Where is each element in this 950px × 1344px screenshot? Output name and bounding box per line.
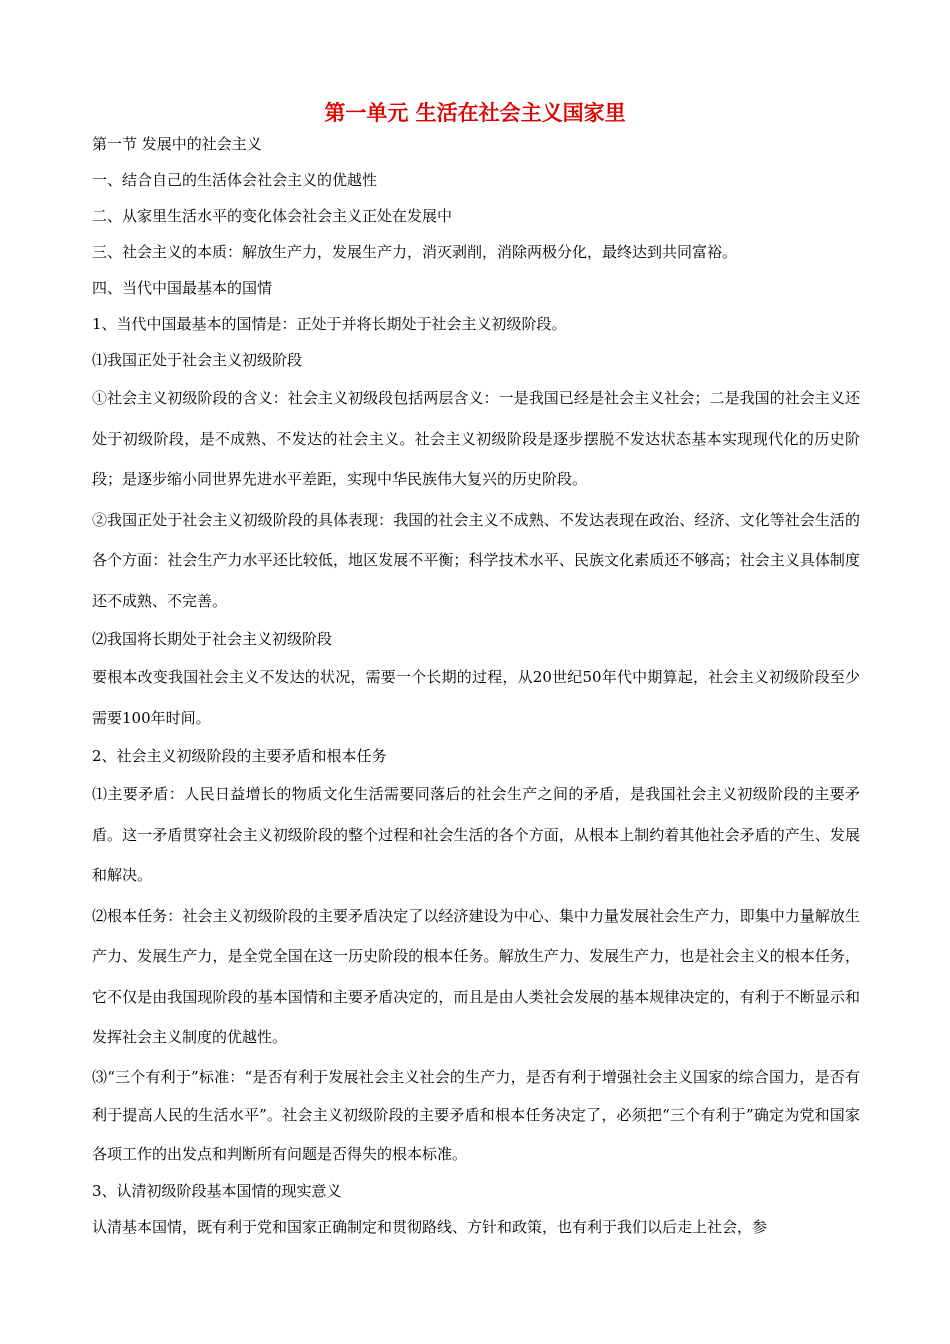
point-one: 一、结合自己的生活体会社会主义的优越性 — [92, 171, 378, 189]
subpoint-1: 1、当代中国最基本的国情是：正处于并将长期处于社会主义初级阶段。 — [92, 315, 567, 333]
point-two: 二、从家里生活水平的变化体会社会主义正处在发展中 — [92, 207, 453, 225]
subpoint-2: 2、社会主义初级阶段的主要矛盾和根本任务 — [92, 747, 387, 765]
document-body — [92, 126, 860, 1245]
subpoint-3: 3、认清初级阶段基本国情的现实意义 — [92, 1182, 342, 1200]
point-four: 四、当代中国最基本的国情 — [92, 279, 273, 297]
paragraph-main-contradiction: ⑴主要矛盾：人民日益增长的物质文化生活需要同落后的社会生产之间的矛盾，是我国社会主义初级阶段的主要矛盾。这一矛盾贯穿社会主义初级阶段的整个过程和社会生活的各个方面，从根本上制约着其他社会矛盾的产生、发展和解决。 — [92, 785, 860, 884]
paragraph-manifestations: ②我国正处于社会主义初级阶段的具体表现：我国的社会主义不成熟、不发达表现在政治、经济、文化等社会生活的各个方面：社会生产力水平还比较低，地区发展不平衡；科学技术水平、民族文化素质还不够高；社会主义具体制度还不成熟、不完善。 — [92, 510, 860, 610]
page-title: 第一单元 生活在社会主义国家里 — [324, 100, 626, 125]
paragraph-long-term: 要根本改变我国社会主义不发达的状况，需要一个长期的过程，从20世纪50年代中期算起，社会主义初级阶段至少需要100年时间。 — [92, 668, 860, 727]
point-three: 三、社会主义的本质：解放生产力，发展生产力，消灭剥削，消除两极分化，最终达到共同富裕。 — [92, 243, 738, 261]
paragraph-definition: ①社会主义初级阶段的含义：社会主义初级段包括两层含义：一是我国已经是社会主义社会；二是我国的社会主义还处于初级阶段，是不成熟、不发达的社会主义。社会主义初级阶段是逐步摆脱不发达状态基本实现现代化的历史阶段；是逐步缩小同世界先进水平差距，实现中华民族伟大复兴的历史阶段。 — [92, 389, 860, 488]
subpoint-1-2: ⑵我国将长期处于社会主义初级阶段 — [92, 630, 333, 648]
paragraph-fundamental-task: ⑵根本任务：社会主义初级阶段的主要矛盾决定了以经济建设为中心、集中力量发展社会生产力，即集中力量解放生产力、发展生产力，是全党全国在这一历史阶段的根本任务。解放生产力、发展生产力，也是社会主义的根本任务，它不仅是由我国现阶段的基本国情和主要矛盾决定的，而且是由人类社会发展的基本规律决定的，有利于不断显示和发挥社会主义制度的优越性。 — [92, 906, 860, 1046]
paragraph-three-benefits: ⑶“三个有利于”标准：“是否有利于发展社会主义社会的生产力，是否有利于增强社会主义国家的综合国力，是否有利于提高人民的生活水平”。社会主义初级阶段的主要矛盾和根本任务决定了，必须把“三个有利于”确定为党和国家各项工作的出发点和判断所有问题是否得失的根本标准。 — [92, 1067, 860, 1163]
paragraph-significance: 认清基本国情，既有利于党和国家正确制定和贯彻路线、方针和政策，也有利于我们以后走上社会，参 — [92, 1218, 768, 1236]
subpoint-1-1: ⑴我国正处于社会主义初级阶段 — [92, 351, 303, 369]
section-heading: 第一节 发展中的社会主义 — [92, 135, 262, 153]
